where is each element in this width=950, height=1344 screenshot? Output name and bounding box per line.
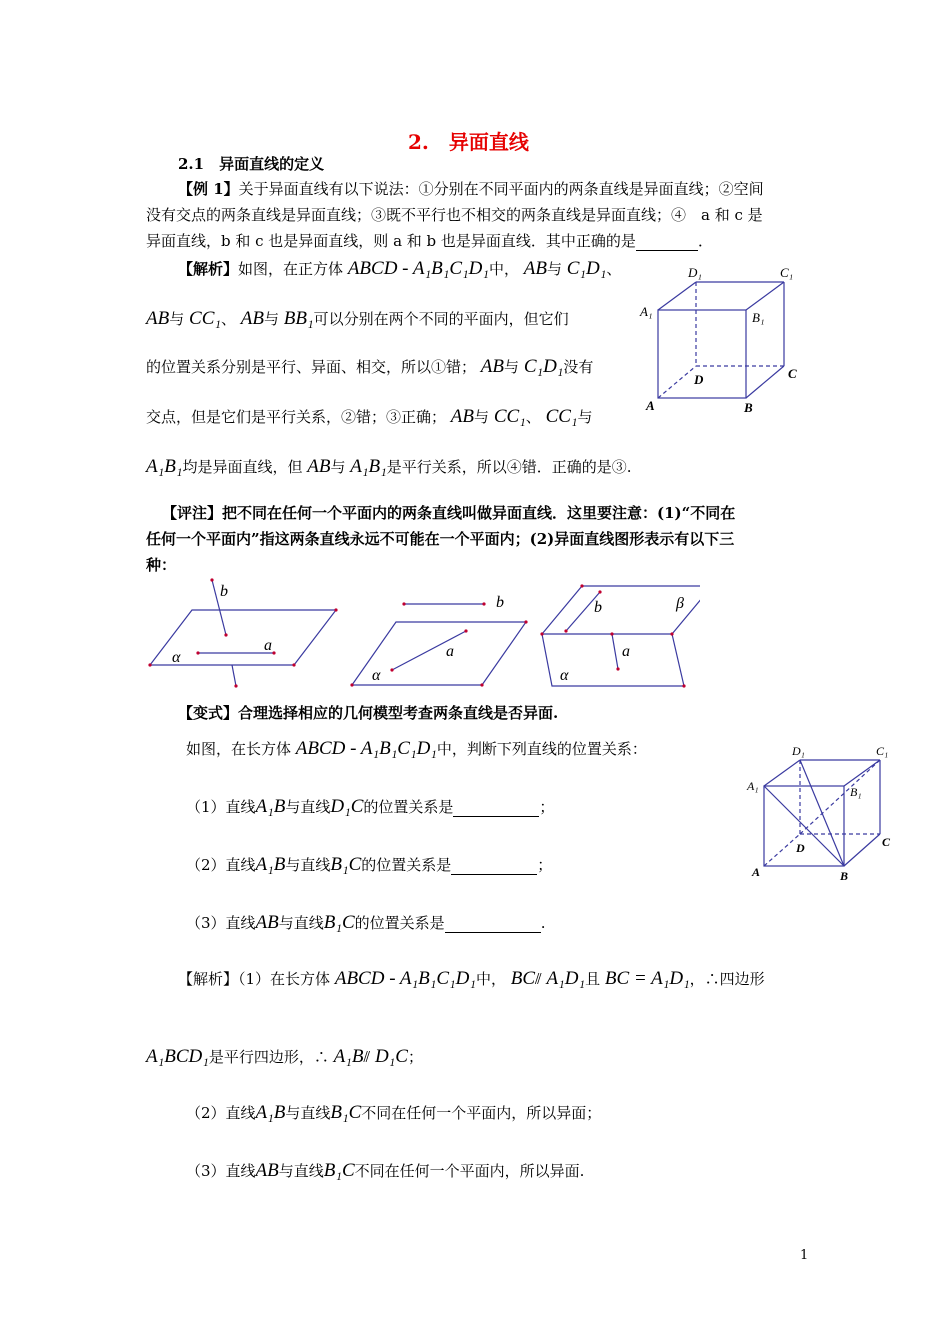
variant-q2: （2）直线A₁B与直线B₁C的位置关系是 ； bbox=[186, 854, 553, 875]
label-A: A bbox=[646, 398, 655, 413]
solution2-line3: （2）直线A₁B与直线B₁C不同在任何一个平面内，所以异面； bbox=[186, 1102, 602, 1123]
label-C1: C₁ bbox=[780, 265, 794, 280]
label-C-2: C bbox=[882, 835, 891, 849]
label-B-2: B bbox=[840, 869, 849, 883]
note-line1: 【评注】把不同在任何一个平面内的两条直线叫做异面直线．这里要注意：(1)“不同在 bbox=[162, 504, 736, 522]
fig3-label-alpha: α bbox=[560, 667, 569, 684]
variant-heading: 【变式】合理选择相应的几何模型考查两条直线是否异面. bbox=[178, 704, 559, 722]
page-title: 2. 异面直线 bbox=[408, 130, 529, 154]
cube-figure-2 bbox=[744, 740, 904, 888]
label-A-2: A bbox=[752, 865, 761, 879]
example1-line1: 【例 1】关于异面直线有以下说法：①分别在不同平面内的两条直线是异面直线；②空间 bbox=[178, 180, 764, 198]
label-D1-2: D₁ bbox=[792, 744, 805, 758]
solution2-line4: （3）直线AB与直线B₁C不同在任何一个平面内，所以异面. bbox=[186, 1160, 585, 1181]
fig2-label-alpha: α bbox=[372, 667, 381, 684]
fig1-label-a: a bbox=[264, 637, 272, 654]
label-A1: A₁ bbox=[640, 304, 653, 319]
variant-q3: （3）直线AB与直线B₁C的位置关系是 . bbox=[186, 912, 546, 933]
fig3-label-beta: β bbox=[676, 595, 684, 612]
fig3-label-b: b bbox=[594, 599, 602, 616]
section-heading: 2.1 异面直线的定义 bbox=[178, 155, 325, 173]
skew-lines-figures bbox=[140, 574, 700, 694]
solution2-line1: 【解析】（1）在长方体 ABCD - A₁B₁C₁D₁中， BC⫽ A₁D₁且 BC = A₁D₁，∴四边形 bbox=[178, 968, 765, 989]
solution1-line3: 的位置关系分别是平行、异面、相交，所以①错； AB与 C₁D₁没有 bbox=[146, 356, 594, 377]
solution1-line2: AB与 CC₁、 AB与 BB₁可以分别在两个不同的平面内，但它们 bbox=[146, 308, 569, 329]
label-B1-2: B₁ bbox=[850, 785, 862, 799]
fig1-label-alpha: α bbox=[172, 649, 181, 666]
solution1-line1: 【解析】如图，在正方体 ABCD - A₁B₁C₁D₁中， AB与 C₁D₁、 bbox=[178, 258, 622, 279]
example1-line3: 异面直线，b 和 c 也是异面直线，则 a 和 b 也是异面直线．其中正确的是 ． bbox=[146, 232, 713, 250]
solution2-line2: A₁BCD₁是平行四边形，∴ A₁B⫽ D₁C； bbox=[146, 1046, 423, 1067]
page-number: 1 bbox=[800, 1248, 809, 1263]
example1-line2: 没有交点的两条直线是异面直线；③既不平行也不相交的两条直线是异面直线；④ a 和 c 是 bbox=[146, 206, 763, 224]
solution1-line5: A₁B₁均是异面直线，但 AB与 A₁B₁是平行关系，所以④错．正确的是③. bbox=[146, 456, 632, 477]
fig2-label-b: b bbox=[496, 594, 504, 611]
label-C: C bbox=[788, 366, 797, 381]
solution1-line4: 交点，但是它们是平行关系，②错；③正确； AB与 CC₁、 CC₁与 bbox=[146, 406, 593, 427]
cube-figure-1 bbox=[636, 262, 816, 422]
fig2-label-a: a bbox=[446, 643, 454, 660]
fig1-label-b: b bbox=[220, 583, 228, 600]
variant-intro: 如图，在长方体 ABCD - A₁B₁C₁D₁中，判断下列直线的位置关系： bbox=[186, 738, 647, 759]
note-line3: 种： bbox=[146, 556, 177, 574]
label-D-2: D bbox=[796, 841, 805, 855]
note-line2: 任何一个平面内”指这两条直线永远不可能在一个平面内；(2)异面直线图形表示有以下三 bbox=[146, 530, 735, 548]
label-D1: D₁ bbox=[688, 265, 702, 280]
label-C1-2: C₁ bbox=[876, 744, 889, 758]
label-D: D bbox=[694, 372, 704, 387]
fig3-label-a: a bbox=[622, 643, 630, 660]
label-B: B bbox=[744, 400, 753, 415]
label-B1: B₁ bbox=[752, 310, 765, 325]
label-A1-2: A₁ bbox=[747, 779, 759, 793]
variant-q1: （1）直线A₁B与直线D₁C的位置关系是 ； bbox=[186, 796, 555, 817]
